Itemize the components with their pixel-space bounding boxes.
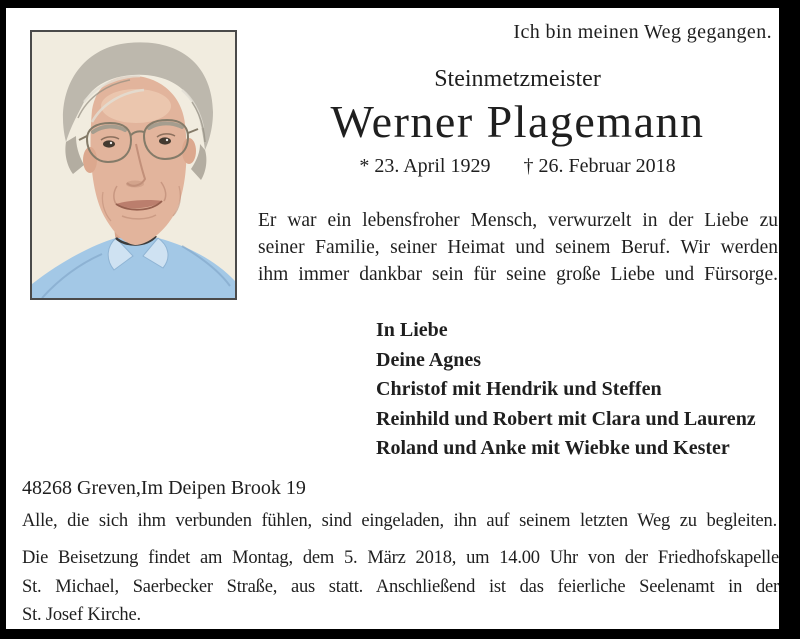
mourner-line: Christof mit Hendrik und Steffen xyxy=(376,378,662,400)
funeral-line: Die Beisetzung findet am Montag, dem 5. März 2018, um 14.00 Uhr von der Friedhofskapelle xyxy=(22,548,779,568)
profession-title: Steinmetzmeister xyxy=(434,66,601,92)
obituary-paper xyxy=(6,8,779,629)
tribute-line: ihm immer dankbar sein für seine große Liebe und Fürsorge. xyxy=(258,264,778,285)
address-line: 48268 Greven,Im Deipen Brook 19 xyxy=(22,477,306,499)
tribute-line: seiner Familie, seiner Heimat und seinem Beruf. Wir werden xyxy=(258,237,778,258)
mourner-line: Roland und Anke mit Wiebke und Kester xyxy=(376,437,730,459)
funeral-line: St. Michael, Saerbecker Straße, aus statt. Anschließend ist das feierliche Seelenamt in der xyxy=(22,576,779,597)
death-date: † 26. Februar 2018 xyxy=(523,155,676,177)
mourner-line: Deine Agnes xyxy=(376,348,481,371)
life-dates xyxy=(256,154,779,178)
tribute-line: Er war ein lebensfroher Mensch, verwurzelt in der Liebe zu xyxy=(258,210,778,231)
portrait-photo xyxy=(30,30,237,300)
deceased-name: Werner Plagemann xyxy=(330,96,705,147)
mourners-list xyxy=(376,316,756,464)
funeral-details xyxy=(22,544,779,630)
invitation-line: Alle, die sich ihm verbunden fühlen, sind eingeladen, ihn auf seinem letzten Weg zu begleiten. xyxy=(22,511,777,531)
epigraph-line: Ich bin meinen Weg gegangen. xyxy=(513,21,772,43)
portrait-illustration xyxy=(32,32,235,298)
birth-date: * 23. April 1929 xyxy=(359,155,491,177)
mourner-line: Reinhild und Robert mit Clara und Laurenz xyxy=(376,407,756,430)
funeral-line: St. Josef Kirche. xyxy=(22,605,141,625)
mourner-line: In Liebe xyxy=(376,319,448,341)
tribute-paragraph xyxy=(258,207,778,288)
